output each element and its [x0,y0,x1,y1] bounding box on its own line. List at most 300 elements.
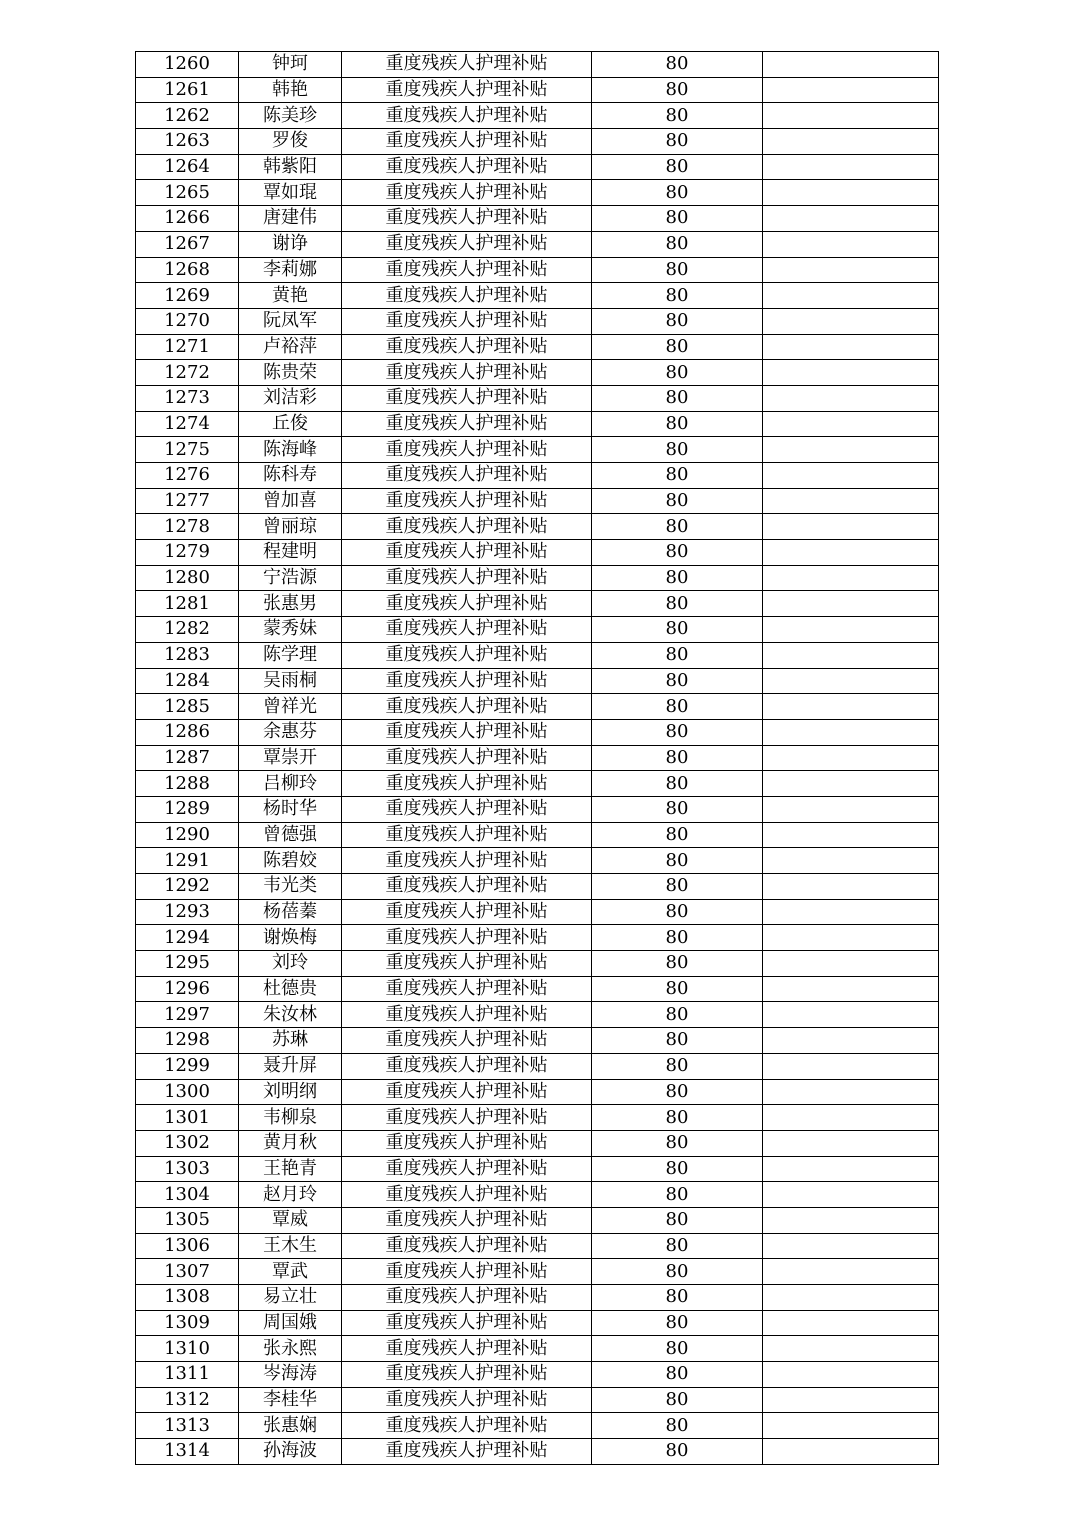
amount-cell: 80 [592,206,763,232]
subsidy-type-cell: 重度残疾人护理补贴 [342,385,592,411]
name-cell: 孙海波 [239,1439,342,1465]
note-cell [763,874,939,900]
amount-cell: 80 [592,283,763,309]
subsidy-type-cell: 重度残疾人护理补贴 [342,488,592,514]
table-row [136,334,939,360]
table-row [136,154,939,180]
subsidy-type-cell: 重度残疾人护理补贴 [342,257,592,283]
amount-cell: 80 [592,437,763,463]
subsidy-type-cell: 重度残疾人护理补贴 [342,283,592,309]
row-number-cell: 1285 [136,694,239,720]
name-cell: 吕柳玲 [239,771,342,797]
table-row [136,874,939,900]
table-row [136,1336,939,1362]
table-row [136,437,939,463]
amount-cell: 80 [592,1182,763,1208]
subsidy-type-cell: 重度残疾人护理补贴 [342,514,592,540]
name-cell: 罗俊 [239,129,342,155]
amount-cell: 80 [592,668,763,694]
name-cell: 张惠娴 [239,1413,342,1439]
row-number-cell: 1282 [136,617,239,643]
table-row [136,1439,939,1465]
subsidy-type-cell: 重度残疾人护理补贴 [342,52,592,78]
amount-cell: 80 [592,1233,763,1259]
name-cell: 阮凤军 [239,308,342,334]
row-number-cell: 1314 [136,1439,239,1465]
name-cell: 吴雨桐 [239,668,342,694]
row-number-cell: 1308 [136,1285,239,1311]
table-row [136,848,939,874]
subsidy-type-cell: 重度残疾人护理补贴 [342,206,592,232]
subsidy-type-cell: 重度残疾人护理补贴 [342,1336,592,1362]
subsidy-type-cell: 重度残疾人护理补贴 [342,308,592,334]
row-number-cell: 1302 [136,1130,239,1156]
amount-cell: 80 [592,308,763,334]
note-cell [763,899,939,925]
note-cell [763,540,939,566]
name-cell: 覃威 [239,1207,342,1233]
subsidy-type-cell: 重度残疾人护理补贴 [342,694,592,720]
name-cell: 曾祥光 [239,694,342,720]
name-cell: 韩紫阳 [239,154,342,180]
name-cell: 钟珂 [239,52,342,78]
subsidy-type-cell: 重度残疾人护理补贴 [342,617,592,643]
amount-cell: 80 [592,1079,763,1105]
amount-cell: 80 [592,1387,763,1413]
amount-cell: 80 [592,77,763,103]
name-cell: 黄艳 [239,283,342,309]
amount-cell: 80 [592,463,763,489]
table-row [136,925,939,951]
note-cell [763,1156,939,1182]
table-row [136,745,939,771]
amount-cell: 80 [592,180,763,206]
row-number-cell: 1303 [136,1156,239,1182]
name-cell: 朱汝林 [239,1002,342,1028]
subsidy-type-cell: 重度残疾人护理补贴 [342,771,592,797]
note-cell [763,1336,939,1362]
row-number-cell: 1277 [136,488,239,514]
row-number-cell: 1301 [136,1105,239,1131]
amount-cell: 80 [592,1259,763,1285]
name-cell: 余惠芬 [239,719,342,745]
subsidy-type-cell: 重度残疾人护理补贴 [342,77,592,103]
note-cell [763,103,939,129]
note-cell [763,206,939,232]
row-number-cell: 1284 [136,668,239,694]
row-number-cell: 1296 [136,976,239,1002]
name-cell: 韦光类 [239,874,342,900]
name-cell: 谢诤 [239,231,342,257]
table-row [136,1310,939,1336]
table-row [136,1207,939,1233]
note-cell [763,437,939,463]
table-row [136,257,939,283]
table-row [136,1387,939,1413]
name-cell: 陈碧姣 [239,848,342,874]
subsidy-type-cell: 重度残疾人护理补贴 [342,1362,592,1388]
amount-cell: 80 [592,719,763,745]
table-row [136,1362,939,1388]
note-cell [763,334,939,360]
row-number-cell: 1310 [136,1336,239,1362]
row-number-cell: 1272 [136,360,239,386]
amount-cell: 80 [592,642,763,668]
note-cell [763,463,939,489]
name-cell: 刘玲 [239,951,342,977]
row-number-cell: 1311 [136,1362,239,1388]
name-cell: 韩艳 [239,77,342,103]
note-cell [763,1028,939,1054]
subsidy-type-cell: 重度残疾人护理补贴 [342,1259,592,1285]
amount-cell: 80 [592,1156,763,1182]
note-cell [763,1439,939,1465]
row-number-cell: 1283 [136,642,239,668]
name-cell: 李桂华 [239,1387,342,1413]
row-number-cell: 1313 [136,1413,239,1439]
name-cell: 聂升屏 [239,1053,342,1079]
row-number-cell: 1278 [136,514,239,540]
note-cell [763,411,939,437]
name-cell: 宁浩源 [239,565,342,591]
subsidy-type-cell: 重度残疾人护理补贴 [342,796,592,822]
table-row [136,1079,939,1105]
amount-cell: 80 [592,103,763,129]
name-cell: 覃如琨 [239,180,342,206]
note-cell [763,257,939,283]
amount-cell: 80 [592,1002,763,1028]
row-number-cell: 1288 [136,771,239,797]
amount-cell: 80 [592,771,763,797]
row-number-cell: 1297 [136,1002,239,1028]
name-cell: 陈科寿 [239,463,342,489]
name-cell: 刘明纲 [239,1079,342,1105]
note-cell [763,848,939,874]
row-number-cell: 1304 [136,1182,239,1208]
row-number-cell: 1292 [136,874,239,900]
subsidy-type-cell: 重度残疾人护理补贴 [342,1285,592,1311]
row-number-cell: 1294 [136,925,239,951]
note-cell [763,308,939,334]
subsidy-type-cell: 重度残疾人护理补贴 [342,1310,592,1336]
row-number-cell: 1271 [136,334,239,360]
note-cell [763,1207,939,1233]
note-cell [763,1053,939,1079]
row-number-cell: 1291 [136,848,239,874]
amount-cell: 80 [592,796,763,822]
note-cell [763,694,939,720]
amount-cell: 80 [592,257,763,283]
subsidy-type-cell: 重度残疾人护理补贴 [342,437,592,463]
subsidy-type-cell: 重度残疾人护理补贴 [342,976,592,1002]
name-cell: 陈贵荣 [239,360,342,386]
subsidy-type-cell: 重度残疾人护理补贴 [342,1387,592,1413]
name-cell: 卢裕萍 [239,334,342,360]
subsidy-type-cell: 重度残疾人护理补贴 [342,848,592,874]
table-row [136,514,939,540]
table-row [136,976,939,1002]
note-cell [763,668,939,694]
table-row [136,668,939,694]
amount-cell: 80 [592,514,763,540]
note-cell [763,77,939,103]
subsidy-table [135,51,939,1465]
table-row [136,1233,939,1259]
table-row [136,1028,939,1054]
amount-cell: 80 [592,976,763,1002]
subsidy-type-cell: 重度残疾人护理补贴 [342,1413,592,1439]
amount-cell: 80 [592,1028,763,1054]
note-cell [763,1130,939,1156]
amount-cell: 80 [592,1105,763,1131]
row-number-cell: 1268 [136,257,239,283]
note-cell [763,976,939,1002]
subsidy-type-cell: 重度残疾人护理补贴 [342,745,592,771]
amount-cell: 80 [592,385,763,411]
subsidy-type-cell: 重度残疾人护理补贴 [342,899,592,925]
amount-cell: 80 [592,1413,763,1439]
note-cell [763,1362,939,1388]
table-row [136,308,939,334]
note-cell [763,283,939,309]
table-row [136,231,939,257]
subsidy-type-cell: 重度残疾人护理补贴 [342,1233,592,1259]
row-number-cell: 1274 [136,411,239,437]
subsidy-type-cell: 重度残疾人护理补贴 [342,180,592,206]
row-number-cell: 1293 [136,899,239,925]
amount-cell: 80 [592,129,763,155]
note-cell [763,154,939,180]
note-cell [763,796,939,822]
amount-cell: 80 [592,925,763,951]
row-number-cell: 1281 [136,591,239,617]
name-cell: 易立壮 [239,1285,342,1311]
note-cell [763,180,939,206]
note-cell [763,129,939,155]
subsidy-type-cell: 重度残疾人护理补贴 [342,874,592,900]
table-row [136,951,939,977]
table-row [136,206,939,232]
amount-cell: 80 [592,488,763,514]
row-number-cell: 1279 [136,540,239,566]
amount-cell: 80 [592,874,763,900]
table-row [136,1105,939,1131]
amount-cell: 80 [592,951,763,977]
amount-cell: 80 [592,694,763,720]
table-row [136,617,939,643]
table-row [136,719,939,745]
subsidy-type-cell: 重度残疾人护理补贴 [342,463,592,489]
subsidy-type-cell: 重度残疾人护理补贴 [342,411,592,437]
note-cell [763,591,939,617]
subsidy-type-cell: 重度残疾人护理补贴 [342,1439,592,1465]
subsidy-type-cell: 重度残疾人护理补贴 [342,591,592,617]
name-cell: 赵月玲 [239,1182,342,1208]
name-cell: 唐建伟 [239,206,342,232]
amount-cell: 80 [592,848,763,874]
table-row [136,129,939,155]
row-number-cell: 1265 [136,180,239,206]
name-cell: 曾丽琼 [239,514,342,540]
row-number-cell: 1298 [136,1028,239,1054]
note-cell [763,925,939,951]
row-number-cell: 1309 [136,1310,239,1336]
table-row [136,385,939,411]
row-number-cell: 1287 [136,745,239,771]
note-cell [763,771,939,797]
row-number-cell: 1305 [136,1207,239,1233]
name-cell: 王木生 [239,1233,342,1259]
name-cell: 张惠男 [239,591,342,617]
table-row [136,1413,939,1439]
note-cell [763,1182,939,1208]
name-cell: 张永熙 [239,1336,342,1362]
subsidy-type-cell: 重度残疾人护理补贴 [342,925,592,951]
subsidy-type-cell: 重度残疾人护理补贴 [342,1105,592,1131]
amount-cell: 80 [592,591,763,617]
amount-cell: 80 [592,1336,763,1362]
name-cell: 李莉娜 [239,257,342,283]
note-cell [763,822,939,848]
table-row [136,1156,939,1182]
name-cell: 王艳青 [239,1156,342,1182]
table-row [136,1053,939,1079]
subsidy-type-cell: 重度残疾人护理补贴 [342,1053,592,1079]
note-cell [763,385,939,411]
subsidy-type-cell: 重度残疾人护理补贴 [342,668,592,694]
amount-cell: 80 [592,1285,763,1311]
subsidy-type-cell: 重度残疾人护理补贴 [342,642,592,668]
note-cell [763,1387,939,1413]
note-cell [763,488,939,514]
row-number-cell: 1306 [136,1233,239,1259]
name-cell: 刘洁彩 [239,385,342,411]
subsidy-type-cell: 重度残疾人护理补贴 [342,1002,592,1028]
table-body [136,52,939,1465]
note-cell [763,1105,939,1131]
name-cell: 陈海峰 [239,437,342,463]
amount-cell: 80 [592,617,763,643]
amount-cell: 80 [592,1053,763,1079]
note-cell [763,514,939,540]
name-cell: 杜德贵 [239,976,342,1002]
subsidy-type-cell: 重度残疾人护理补贴 [342,103,592,129]
subsidy-type-cell: 重度残疾人护理补贴 [342,822,592,848]
subsidy-type-cell: 重度残疾人护理补贴 [342,565,592,591]
row-number-cell: 1273 [136,385,239,411]
subsidy-type-cell: 重度残疾人护理补贴 [342,951,592,977]
table-row [136,463,939,489]
name-cell: 谢焕梅 [239,925,342,951]
note-cell [763,1079,939,1105]
name-cell: 苏琳 [239,1028,342,1054]
row-number-cell: 1299 [136,1053,239,1079]
row-number-cell: 1260 [136,52,239,78]
table-row [136,1182,939,1208]
row-number-cell: 1266 [136,206,239,232]
name-cell: 陈学理 [239,642,342,668]
row-number-cell: 1307 [136,1259,239,1285]
table-row [136,488,939,514]
amount-cell: 80 [592,1130,763,1156]
table-row [136,899,939,925]
amount-cell: 80 [592,565,763,591]
subsidy-type-cell: 重度残疾人护理补贴 [342,1156,592,1182]
note-cell [763,1002,939,1028]
note-cell [763,565,939,591]
table-row [136,642,939,668]
subsidy-type-cell: 重度残疾人护理补贴 [342,540,592,566]
subsidy-type-cell: 重度残疾人护理补贴 [342,129,592,155]
subsidy-type-cell: 重度残疾人护理补贴 [342,1079,592,1105]
note-cell [763,951,939,977]
row-number-cell: 1290 [136,822,239,848]
row-number-cell: 1261 [136,77,239,103]
note-cell [763,1259,939,1285]
row-number-cell: 1270 [136,308,239,334]
name-cell: 覃武 [239,1259,342,1285]
note-cell [763,1413,939,1439]
table-row [136,103,939,129]
amount-cell: 80 [592,360,763,386]
name-cell: 韦柳泉 [239,1105,342,1131]
name-cell: 蒙秀妹 [239,617,342,643]
amount-cell: 80 [592,745,763,771]
table-row [136,1259,939,1285]
table-row [136,822,939,848]
name-cell: 岑海涛 [239,1362,342,1388]
table-row [136,77,939,103]
note-cell [763,719,939,745]
note-cell [763,360,939,386]
note-cell [763,231,939,257]
row-number-cell: 1300 [136,1079,239,1105]
note-cell [763,52,939,78]
subsidy-type-cell: 重度残疾人护理补贴 [342,231,592,257]
name-cell: 曾加喜 [239,488,342,514]
table-row [136,796,939,822]
amount-cell: 80 [592,1207,763,1233]
subsidy-type-cell: 重度残疾人护理补贴 [342,334,592,360]
name-cell: 陈美珍 [239,103,342,129]
table-row [136,771,939,797]
row-number-cell: 1286 [136,719,239,745]
table-row [136,1285,939,1311]
amount-cell: 80 [592,1310,763,1336]
row-number-cell: 1267 [136,231,239,257]
row-number-cell: 1269 [136,283,239,309]
name-cell: 杨时华 [239,796,342,822]
name-cell: 丘俊 [239,411,342,437]
subsidy-type-cell: 重度残疾人护理补贴 [342,1028,592,1054]
note-cell [763,1285,939,1311]
amount-cell: 80 [592,899,763,925]
note-cell [763,745,939,771]
name-cell: 黄月秋 [239,1130,342,1156]
subsidy-type-cell: 重度残疾人护理补贴 [342,1182,592,1208]
row-number-cell: 1264 [136,154,239,180]
table-row [136,694,939,720]
table-row [136,360,939,386]
amount-cell: 80 [592,154,763,180]
row-number-cell: 1312 [136,1387,239,1413]
subsidy-type-cell: 重度残疾人护理补贴 [342,1207,592,1233]
subsidy-type-cell: 重度残疾人护理补贴 [342,719,592,745]
amount-cell: 80 [592,540,763,566]
table-row [136,1002,939,1028]
note-cell [763,617,939,643]
amount-cell: 80 [592,1439,763,1465]
